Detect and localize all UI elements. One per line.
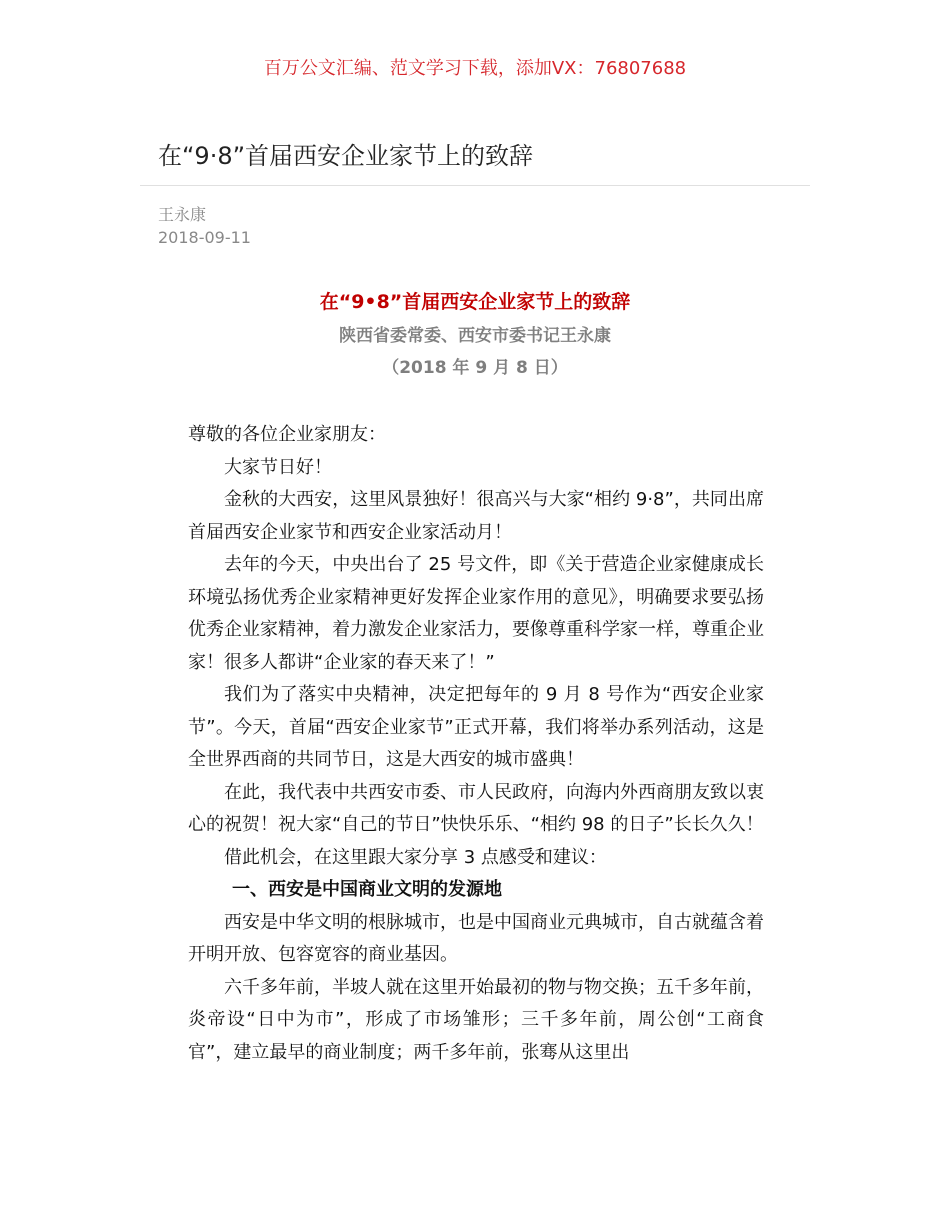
- paragraph: 西安是中华文明的根脉城市，也是中国商业元典城市，自古就蕴含着开明开放、包容宽容的商业基因。: [188, 911, 764, 965]
- publish-date: 2018-09-11: [158, 228, 251, 247]
- speech-speaker: 陕西省委常委、西安市委书记王永康: [339, 326, 611, 346]
- speech-date: （2018 年 9 月 8 日）: [382, 358, 568, 378]
- paragraph: 六千多年前，半坡人就在这里开始最初的物与物交换；五千多年前，炎帝设“日中为市”，形成了市场雏形；三千多年前，周公创“工商食官”，建立最早的商业制度；两千多年前，张骞从这里出: [188, 976, 764, 1063]
- section-heading: 一、西安是中国商业文明的发源地: [232, 879, 502, 900]
- paragraph: 金秋的大西安，这里风景独好！很高兴与大家“相约 9·8”，共同出席首届西安企业家节和西安企业家活动月！: [188, 489, 764, 543]
- speech-body: [188, 419, 764, 1069]
- paragraph: 大家节日好！: [224, 456, 332, 478]
- paragraph: 我们为了落实中央精神，决定把每年的 9 月 8 号作为“西安企业家节”。今天，首届“西安企业家节”正式开幕，我们将举办系列活动，这是全世界西商的共同节日，这是大西安的城市盛典！: [188, 684, 764, 770]
- speech-title: 在“9•8”首届西安企业家节上的致辞: [319, 291, 631, 313]
- salutation: 尊敬的各位企业家朋友：: [188, 424, 386, 445]
- title-divider: [140, 185, 810, 186]
- paragraph: 在此，我代表中共西安市委、市人民政府，向海内外西商朋友致以衷心的祝贺！祝大家“自己的节日”快快乐乐、“相约 98 的日子”长长久久！: [188, 781, 764, 835]
- paragraph: 借此机会，在这里跟大家分享 3 点感受和建议：: [224, 846, 607, 868]
- author-name: 王永康: [158, 205, 207, 224]
- promo-banner: 百万公文汇编、范文学习下载，添加VX：76807688: [263, 58, 687, 79]
- page-title: 在“9·8”首届西安企业家节上的致辞: [158, 142, 534, 170]
- paragraph: 去年的今天，中央出台了 25 号文件，即《关于营造企业家健康成长环境弘扬优秀企业家精神更好发挥企业家作用的意见》，明确要求要弘扬优秀企业家精神，着力激发企业家活力，要像尊重科学家一样，尊重企业家！很多人都讲“企业家的春天来了！”: [188, 554, 764, 673]
